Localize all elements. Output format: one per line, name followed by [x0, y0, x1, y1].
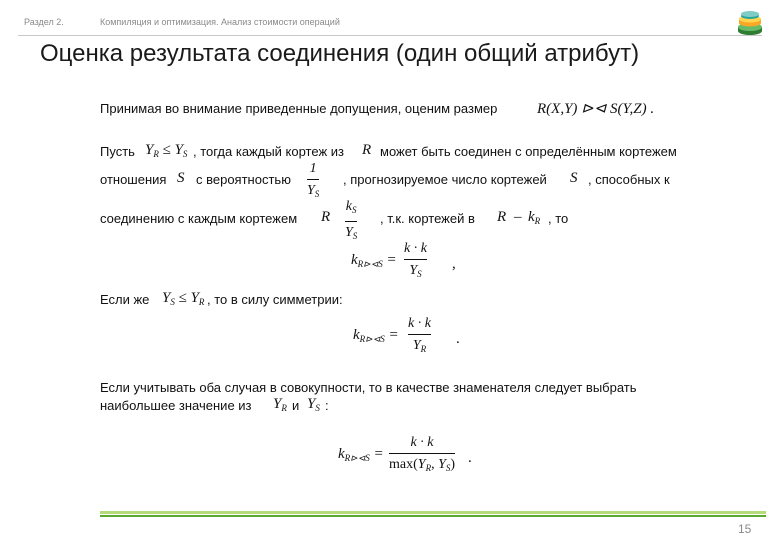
- p3-prob: с вероятностью: [196, 172, 291, 187]
- p2-end: может быть соединен с определённым кортежем: [380, 144, 677, 159]
- formula3-lhs: $k_{R⊳⊲S}$ =: [338, 446, 384, 463]
- p4-start: соединению с каждым кортежем: [100, 211, 298, 226]
- p6-line1: Если учитывать оба случая в совокупности, то в качестве знаменателя следует выбрать: [100, 380, 637, 395]
- p4-dash: –: [514, 209, 522, 225]
- p6-yr: $Y_R$: [273, 396, 287, 413]
- p3-middle: , прогнозируемое число кортежей: [343, 172, 547, 187]
- p6-ys: $Y_S$: [307, 396, 320, 413]
- footer-bar-light: [100, 511, 766, 514]
- p2-middle: , тогда каждый кортеж из: [193, 144, 344, 159]
- formula2-lhs: $k_{R⊳⊲S}$ =: [353, 327, 399, 344]
- p2-math: $Y_R \le Y_S$: [145, 142, 188, 159]
- formula1-fraction: k · k $Y_S$: [404, 241, 427, 279]
- footer-bar-dark: [100, 515, 766, 517]
- p3-s: S: [177, 170, 185, 186]
- p2-start: Пусть: [100, 144, 135, 159]
- p6-line2: наибольшее значение из: [100, 398, 252, 413]
- p4-fraction: $k_S$ $Y_S$: [345, 199, 358, 241]
- formula2-fraction: k · k $Y_R$: [408, 316, 431, 354]
- p1-text: Принимая во внимание приведенные допущения, оценим размер: [100, 101, 498, 116]
- formula3-period: .: [468, 450, 472, 466]
- p4-end: , то: [548, 211, 569, 226]
- p6-colon: :: [325, 398, 329, 413]
- p4-r2: R: [497, 209, 507, 225]
- p3-start: отношения: [100, 172, 167, 187]
- formula1-lhs: $k_{R⊳⊲S}$ =: [351, 252, 397, 269]
- topic-label: Компиляция и оптимизация. Анализ стоимости операций: [100, 17, 340, 27]
- formula1-comma: ,: [452, 256, 456, 272]
- section-label: Раздел 2.: [24, 17, 64, 27]
- p4-k: $k_R$: [528, 209, 541, 226]
- p5-math: $Y_S \le Y_R$: [162, 290, 205, 307]
- p4-r: R: [321, 209, 331, 225]
- p6-and: и: [292, 398, 300, 413]
- p5-end: , то в силу симметрии:: [207, 292, 343, 307]
- p3-fraction: 1 $Y_S$: [307, 161, 320, 199]
- stacked-coins-logo-icon: [736, 10, 764, 36]
- p1-math: R(X,Y) ⊳⊲ S(Y,Z) .: [537, 101, 655, 117]
- p2-r: R: [362, 142, 372, 158]
- slide-title: Оценка результата соединения (один общий атрибут): [40, 40, 640, 67]
- page-number: 15: [738, 522, 752, 536]
- p3-end: , способных к: [588, 172, 670, 187]
- formula2-period: .: [456, 331, 460, 347]
- formula3-fraction: k · k $\max(Y_R$, $Y_S$): [389, 435, 456, 473]
- p5-start: Если же: [100, 292, 150, 307]
- p3-s2: S: [570, 170, 578, 186]
- header-divider: [18, 35, 762, 36]
- p4-middle: , т.к. кортежей в: [380, 211, 475, 226]
